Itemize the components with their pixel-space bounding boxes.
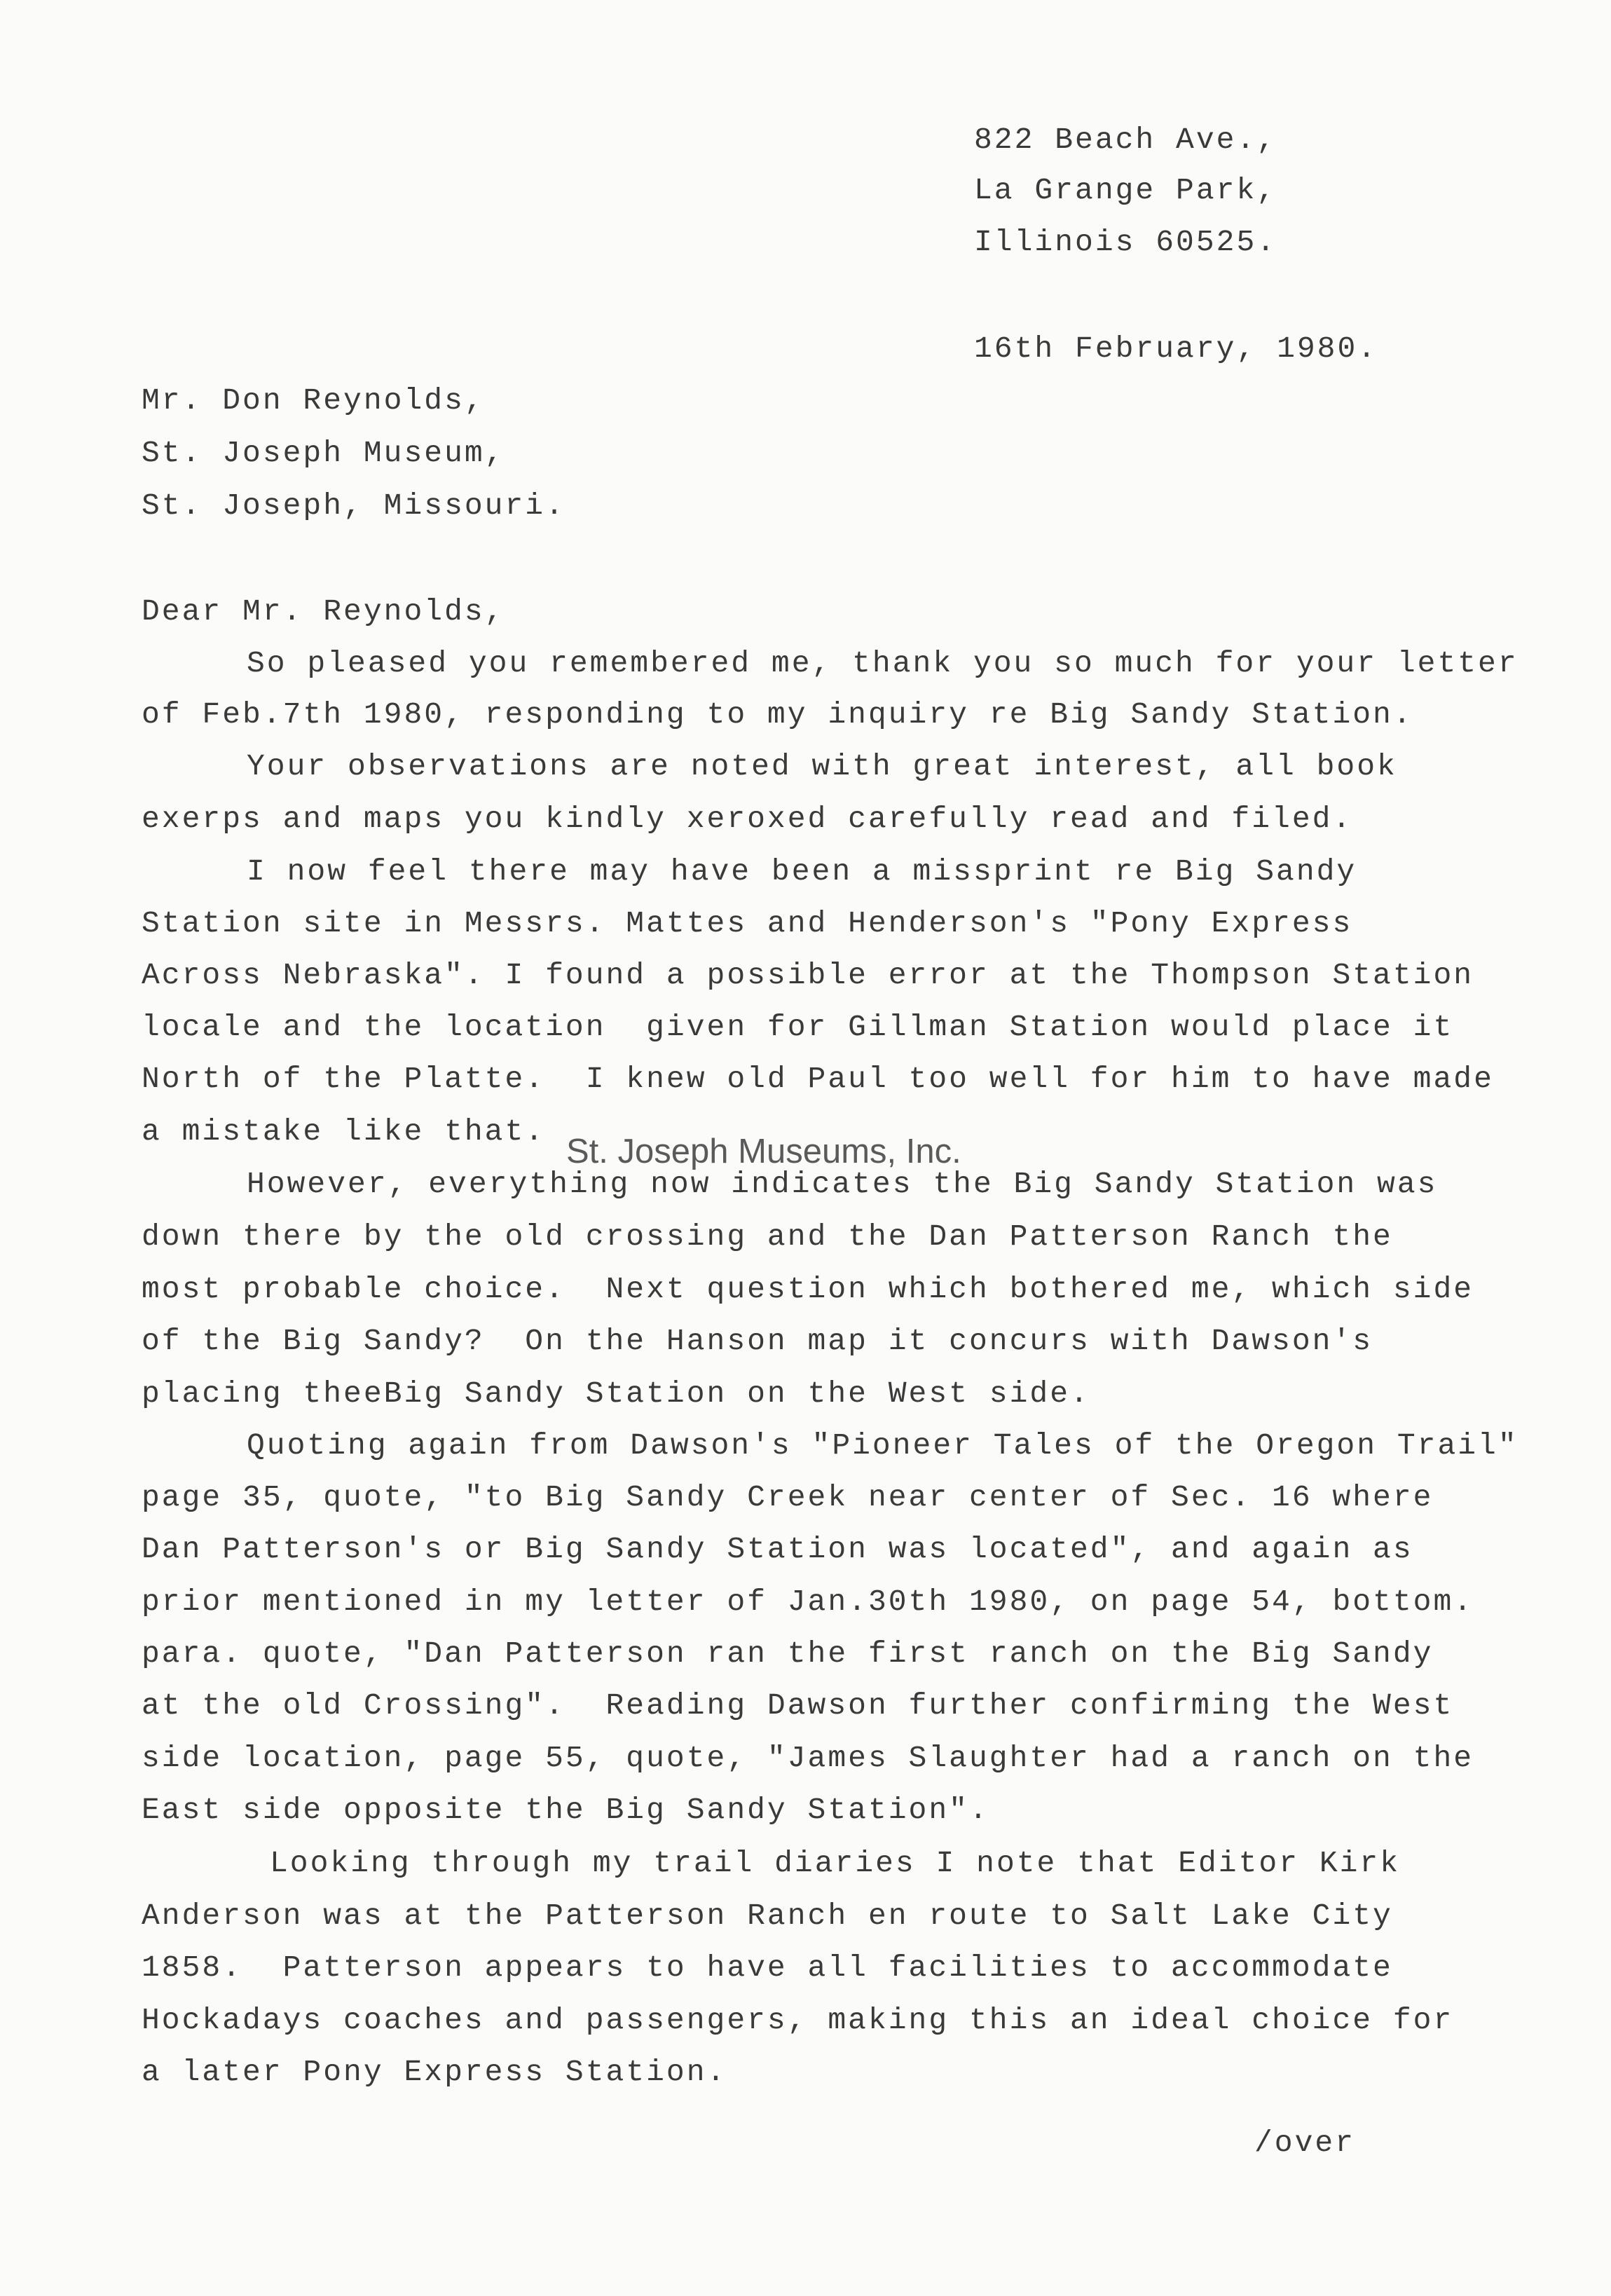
body-line: a mistake like that. xyxy=(142,1114,546,1149)
body-line: Station site in Messrs. Mattes and Henderson's "Pony Express xyxy=(142,906,1353,941)
letter-date: 16th February, 1980. xyxy=(974,332,1378,366)
page-over-note: /over xyxy=(1254,2126,1356,2160)
body-line: most probable choice. Next question which bothered me, which side xyxy=(142,1272,1474,1306)
sender-state-zip: Illinois 60525. xyxy=(974,225,1277,259)
body-line: of the Big Sandy? On the Hanson map it concurs with Dawson's xyxy=(142,1324,1373,1358)
sender-town: La Grange Park, xyxy=(974,173,1277,207)
body-line: North of the Platte. I knew old Paul too well for him to have made xyxy=(142,1062,1494,1096)
body-line: Your observations are noted with great interest, all book xyxy=(247,749,1397,784)
body-line: of Feb.7th 1980, responding to my inquiry re Big Sandy Station. xyxy=(142,697,1413,732)
salutation: Dear Mr. Reynolds, xyxy=(142,594,505,629)
body-line: Hockadays coaches and passengers, making this an ideal choice for xyxy=(142,2003,1454,2037)
body-line: a later Pony Express Station. xyxy=(142,2055,727,2089)
body-line: Dan Patterson's or Big Sandy Station was located", and again as xyxy=(142,1532,1413,1566)
body-line: Looking through my trail diaries I note that Editor Kirk xyxy=(270,1846,1401,1880)
body-line: 1858. Patterson appears to have all facilities to accommodate xyxy=(142,1950,1393,1985)
body-line: exerps and maps you kindly xeroxed carefully read and filed. xyxy=(142,802,1353,836)
body-line: side location, page 55, quote, "James Slaughter had a ranch on the xyxy=(142,1741,1474,1775)
body-line: at the old Crossing". Reading Dawson further confirming the West xyxy=(142,1688,1454,1723)
body-line: down there by the old crossing and the Dan Patterson Ranch the xyxy=(142,1219,1393,1254)
body-line: locale and the location given for Gillman Station would place it xyxy=(142,1010,1454,1044)
museum-watermark: St. Joseph Museums, Inc. xyxy=(566,1133,961,1170)
body-line: page 35, quote, "to Big Sandy Creek near center of Sec. 16 where xyxy=(142,1480,1434,1515)
recipient-org: St. Joseph Museum, xyxy=(142,436,505,470)
body-line: prior mentioned in my letter of Jan.30th 1980, on page 54, bottom. xyxy=(142,1585,1474,1619)
body-line: para. quote, "Dan Patterson ran the first ranch on the Big Sandy xyxy=(142,1636,1434,1671)
body-line: Quoting again from Dawson's "Pioneer Tales of the Oregon Trail" xyxy=(247,1428,1519,1463)
body-line: Anderson was at the Patterson Ranch en route to Salt Lake City xyxy=(142,1899,1393,1933)
body-line: Across Nebraska". I found a possible error at the Thompson Station xyxy=(142,958,1474,992)
recipient-city: St. Joseph, Missouri. xyxy=(142,488,565,523)
body-line: placing theeBig Sandy Station on the West side. xyxy=(142,1376,1090,1411)
body-line: East side opposite the Big Sandy Station". xyxy=(142,1793,989,1827)
sender-street: 822 Beach Ave., xyxy=(974,123,1277,157)
body-line: So pleased you remembered me, thank you so much for your letter xyxy=(247,646,1519,681)
recipient-name: Mr. Don Reynolds, xyxy=(142,383,485,418)
body-line: However, everything now indicates the Big Sandy Station was xyxy=(247,1167,1438,1201)
body-line: I now feel there may have been a missprint re Big Sandy xyxy=(247,854,1357,889)
